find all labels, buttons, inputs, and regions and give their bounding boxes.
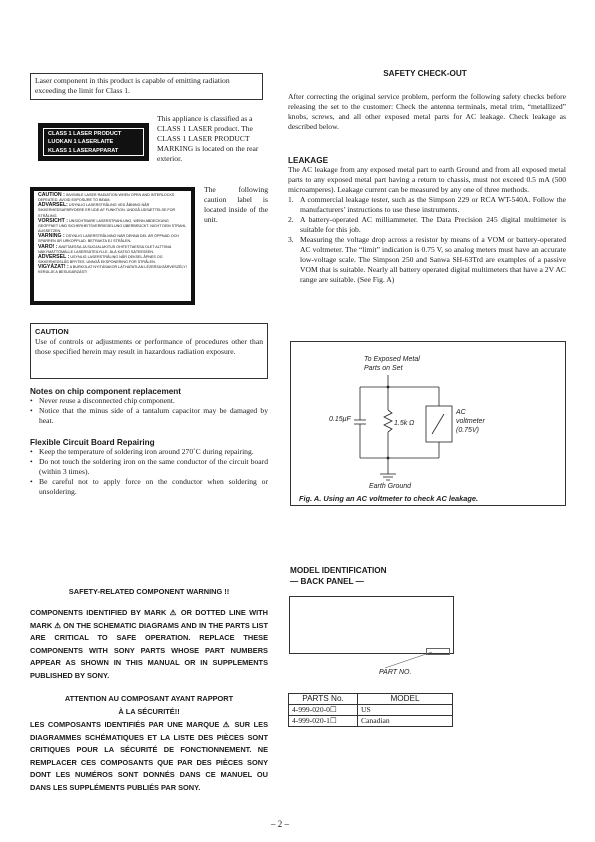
table-header-row <box>289 694 453 705</box>
list-item: • Keep the temperature of soldering iron around 270˚C during repairing. <box>30 447 268 457</box>
caution-box-text: Use of controls or adjustments or performance of procedures other than those specified herein may result in hazardous radiation exposure. <box>35 337 263 356</box>
class1-label-line: LUOKAN 1 LASERLAITE <box>48 139 114 146</box>
capacitor-label: 0.15μF <box>329 416 351 423</box>
list-item: • Do not touch the soldering iron on the same conductor of the circuit board (within 3 times). <box>30 457 268 477</box>
table-header: PARTS No. <box>289 694 358 705</box>
chip-component-notes <box>30 387 268 426</box>
caution-label-entry: VARNING : OSYNLIG LASERSTRÅLNING NÄR DENNA DEL ÄR ÖPPNAD OCH SPÄRREN ÄR URKOPPLAD. BETRAKTA EJ STRÅLEN. <box>38 233 179 244</box>
safety-checkout-title: SAFETY CHECK-OUT <box>383 69 467 78</box>
list-item: • Notice that the minus side of a tantalum capacitor may be damaged by heat. <box>30 406 268 426</box>
page-number: – 2 – <box>271 819 289 829</box>
warning-text-fr: LES COMPOSANTS IDENTIFIÉS PAR UNE MARQUE ⚠ SUR LES DIAGRAMMES SCHÉMATIQUES ET LA LISTE DES PIÈCES SONT CRITIQUES POUR LA SÉCURITÉ DE FONCTIONNEMENT. NE REMPLACER CES COMPOSANTS QUE PAR DES PIÈCES SONY DONT LES NUMÉROS SONT DONNÉS DANS CE MANUEL OU DANS LES SUPPLÉMENTS PUBLIÉS PAR SONY. <box>30 720 268 792</box>
table-row <box>289 705 453 716</box>
warning-title: SAFETY-RELATED COMPONENT WARNING !! <box>68 587 230 596</box>
parts-table <box>288 693 453 727</box>
back-panel-drawing <box>289 596 454 654</box>
list-item: 3. Measuring the voltage drop across a resistor by means of a VOM or battery-operated AC voltmeter. The “limit” indication is 0.75 V, so analog meters must have an accurate low-voltage scale. The Simpson 250 and Sanwa SH-63Trd are examples of a passive VOM that is suitable. Nearly all battery operated digital multimeters that have a 2V AC range are suitable. (See Fig. A) <box>288 235 566 284</box>
caution-label-entry: VORSICHT : UNSICHTBARE LASERSTRAHLUNG, WENN ABDECKUNG GEÖFFNET UND SICHERHEITSVERRIEGELUNG ÜBERBRÜCKT. NICHT DEM STRAHL AUSSETZEN. <box>38 217 187 234</box>
list-item: • Be careful not to apply force on the conductor when soldering or unsoldering. <box>30 477 268 497</box>
safety-checkout-text: After correcting the original service problem, perform the following safety checks before releasing the set to the customer: Check the antenna terminals, metal trim, “metallized” knobs, screws, and all other exposed metal parts for AC leakage. Check leakage as described below. <box>288 92 566 131</box>
caution-box <box>30 323 268 379</box>
leakage-text: The AC leakage from any exposed metal part to earth Ground and from all exposed metal parts to any exposed metal part having a return to chassis, must not exceed 0.5 mA (500 microamperes). Leakage current can be measured by any one of three methods. <box>288 165 566 194</box>
list-item: 1. A commercial leakage tester, such as the Simpson 229 or RCA WT-540A. Follow the manufacturers’ instructions to use these instruments. <box>288 195 566 214</box>
model-identification-title: MODEL IDENTIFICATION — BACK PANEL — <box>290 566 387 586</box>
warning-title-fr: ATTENTION AU COMPOSANT AYANT RAPPORT À LA SÉCURITÉ!! <box>64 694 234 716</box>
caution-label-note: The following caution label is located inside of the unit. <box>204 185 268 224</box>
caution-label-entry: VIGYÁZAT! : A BURKOLAT NYITÁSAKOR LÁTHATATLAN LÉZERSUGÁRVESZÉLY! KERÜLJE A BESUGÁRZÁST! <box>38 264 187 275</box>
meter-label: voltmeter <box>456 418 485 425</box>
ac-voltmeter-figure <box>290 341 566 506</box>
table-row <box>289 716 453 727</box>
leakage-section <box>288 156 566 285</box>
caution-label-image <box>30 187 195 305</box>
meter-label: (0.75V) <box>456 427 479 434</box>
caution-label-entry: ADVARSEL: USYNLIG LASERSTRÅLING VED ÅBNING NÅR SIKKERHEDSAFBRYDERE ER UDE AF FUNKTION. UNDGÅ UDSÆTTELSE FOR STRÅLING. <box>38 202 176 218</box>
class1-description: This appliance is classified as a CLASS 1 LASER product. The CLASS 1 LASER PRODUCT MARKING is located on the rear exterior. <box>157 114 259 163</box>
section-heading: Flexible Circuit Board Repairing <box>30 438 155 447</box>
list-item: 2. A battery-operated AC milliammeter. The Data Precision 245 digital multimeter is suitable for this job. <box>288 215 566 234</box>
meter-label: AC <box>456 409 466 416</box>
caution-box-title: CAUTION <box>35 327 69 336</box>
class1-label-line: CLASS 1 LASER PRODUCT <box>48 131 122 137</box>
section-heading: Notes on chip component replacement <box>30 387 182 396</box>
ground-label: Earth Ground <box>369 483 412 490</box>
circuit-diagram <box>291 342 567 507</box>
part-no-label: PART NO. <box>379 669 412 676</box>
figure-caption: Fig. A. Using an AC voltmeter to check AC leakage. <box>299 494 479 503</box>
table-cell: US <box>358 705 453 716</box>
list-item: • Never reuse a disconnected chip component. <box>30 396 268 406</box>
laser-notice: Laser component in this product is capable of emitting radiation exceeding the limit for Class 1. <box>30 73 263 100</box>
flexible-board-notes <box>30 438 268 497</box>
resistor-label: 1.5k <box>394 420 408 427</box>
table-cell: Canadian <box>358 716 453 727</box>
figure-label-top: Parts on Set <box>364 365 403 372</box>
caution-label-entry: CAUTION : INVISIBLE LASER RADIATION WHEN OPEN AND INTERLOCKS DEFEATED. AVOID EXPOSURE TO BEAM. <box>38 192 175 203</box>
warning-text-en: COMPONENTS IDENTIFIED BY MARK ⚠ OR DOTTED LINE WITH MARK ⚠ ON THE SCHEMATIC DIAGRAMS AND IN THE PARTS LIST ARE CRITICAL TO SAFE OPERATION. REPLACE THESE COMPONENTS WITH SONY PARTS WHOSE PART NUMBERS APPEAR AS SHOWN IN THIS MANUAL OR IN SUPPLEMENTS PUBLISHED BY SONY. <box>30 608 268 680</box>
table-header: MODEL <box>358 694 453 705</box>
caution-label-entry: VARO! : AVATTAESSA JA SUOJALUKITUS OHITETTAESSA OLET ALTTIINA NÄKYMÄTTÖMÄLLE LASERSÄTEILYLLE. ÄLÄ KATSO SÄTEESEEN. <box>38 243 171 254</box>
table-cell: 4-999-020-1☐ <box>289 716 358 727</box>
table-cell: 4-999-020-0☐ <box>289 705 358 716</box>
caution-label-entry: ADVERSEL : USYNLIG LASERSTRÅLING NÅR DEKSEL ÅPNES OG SIKKERHEDSLÅS BRYTES. UNNGÅ EKSPONERING FOR STRÅLEN. <box>38 253 163 265</box>
ohm-symbol: Ω <box>409 420 415 427</box>
class1-label-line: KLASS 1 LASERAPPARAT <box>48 147 119 154</box>
leader-line <box>380 650 440 670</box>
section-heading: LEAKAGE <box>288 156 329 165</box>
figure-label-top: To Exposed Metal <box>364 356 420 363</box>
class1-laser-label <box>38 123 149 161</box>
